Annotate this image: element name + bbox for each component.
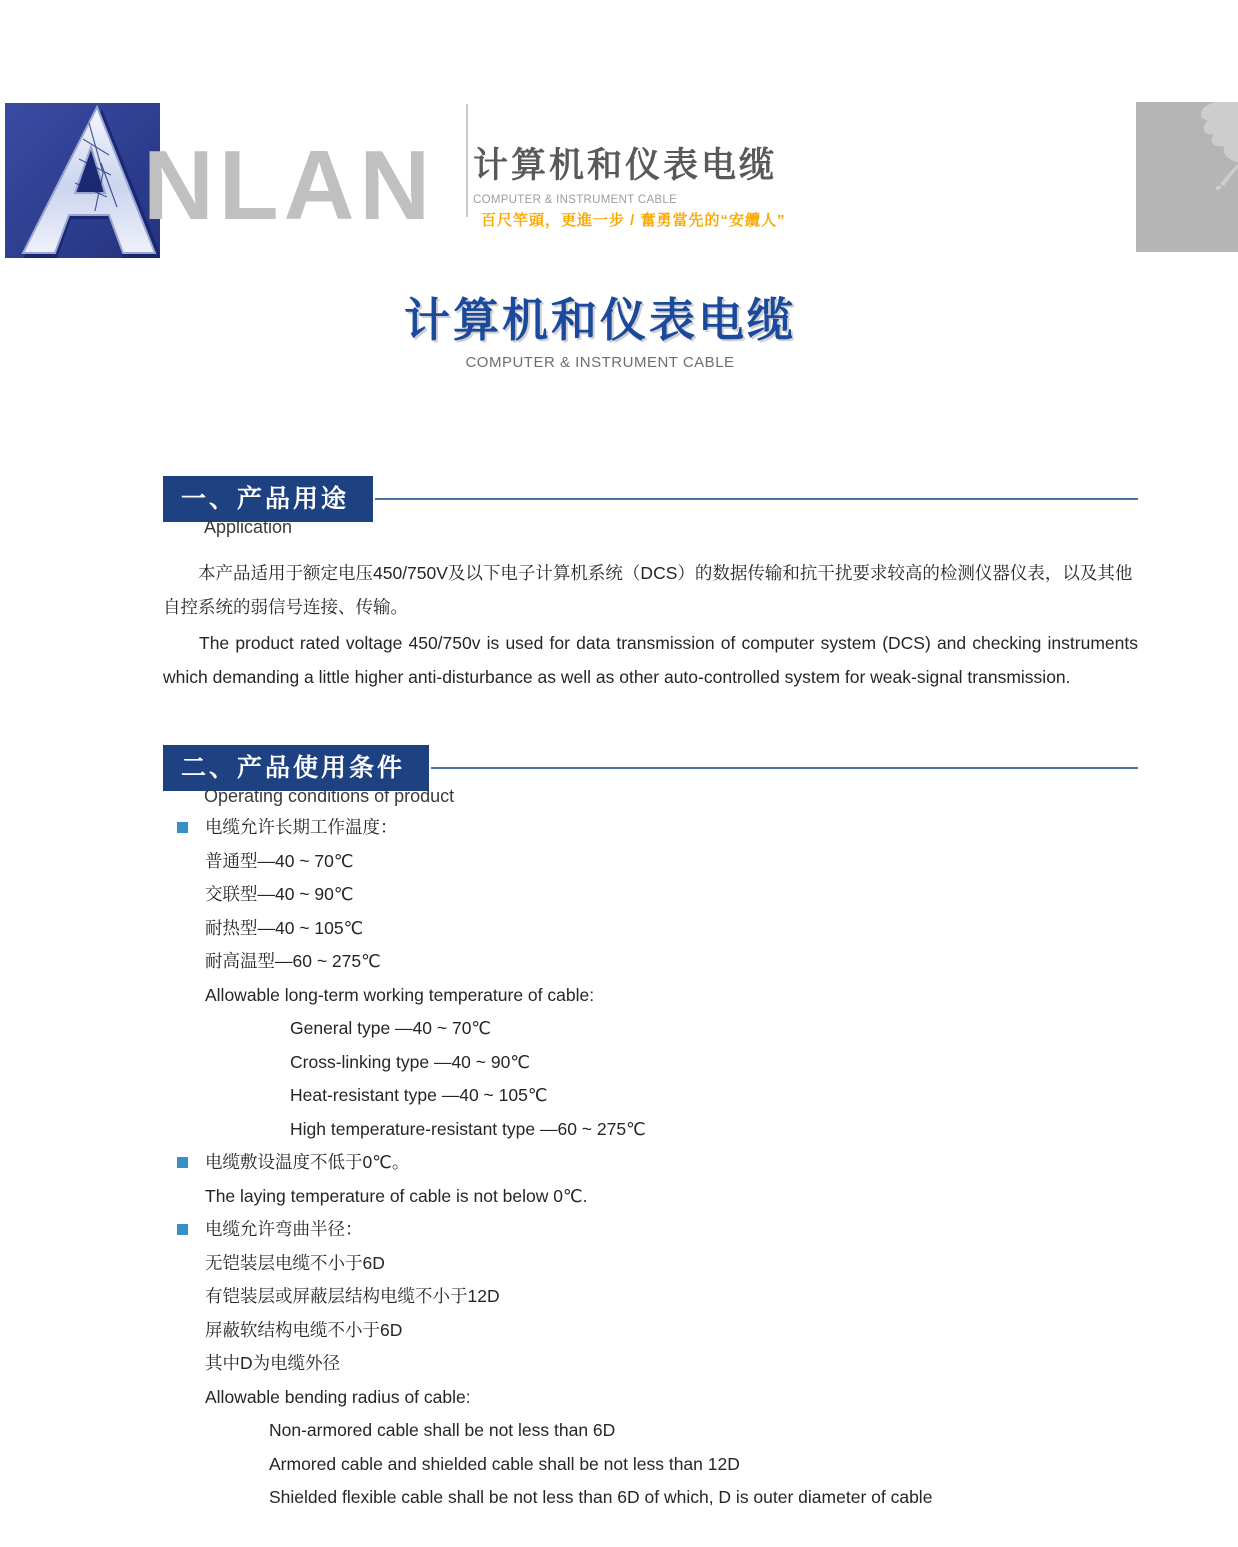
list-line: Armored cable and shielded cable shall be not less than 12D xyxy=(269,1453,740,1474)
header-title-en: COMPUTER & INSTRUMENT CABLE xyxy=(473,194,678,206)
section-1-subheading: Application xyxy=(204,517,293,537)
header-photo xyxy=(1136,102,1238,252)
list-line: General type —40 ~ 70℃ xyxy=(290,1018,492,1038)
list-line: The laying temperature of cable is not below 0℃. xyxy=(205,1185,588,1206)
list-line: 无铠装层电缆不小于6D xyxy=(205,1252,385,1273)
section-2-header xyxy=(163,745,1138,791)
list-line: 普通型—40 ~ 70℃ xyxy=(205,850,354,871)
section-2-subheading: Operating conditions of product xyxy=(204,786,455,806)
page-title: 计算机和仪表电缆 xyxy=(404,294,796,346)
list-line xyxy=(163,1146,1138,1180)
list-line: 其中D为电缆外径 xyxy=(205,1353,341,1373)
list-line: 交联型—40 ~ 90℃ xyxy=(205,884,354,904)
operating-conditions-list xyxy=(163,811,1138,1515)
list-line: High temperature-resistant type —60 ~ 275℃ xyxy=(290,1118,646,1139)
header-slogan: 百尺竿頭，更進一步 / 奮勇當先的“安纜人” xyxy=(481,212,786,229)
list-line-text: 电缆敷设温度不低于0℃。 xyxy=(205,1152,410,1172)
header-divider xyxy=(466,104,468,217)
anlan-logo-a-mark xyxy=(5,103,160,258)
page-title-block xyxy=(0,294,1200,371)
section-heading-rule xyxy=(431,767,1138,769)
section-heading-rule xyxy=(375,498,1138,500)
header-title-cn: 计算机和仪表电缆 xyxy=(473,146,778,185)
list-line: Cross-linking type —40 ~ 90℃ xyxy=(290,1051,530,1072)
list-line xyxy=(163,811,1138,845)
list-line: Shielded flexible cable shall be not less than 6D of which, D is outer diameter of cable xyxy=(269,1487,933,1507)
list-line: Allowable bending radius of cable: xyxy=(205,1386,471,1407)
list-line: Heat-resistant type —40 ~ 105℃ xyxy=(290,1085,548,1105)
section-2-heading-badge: 二、产品使用条件 xyxy=(163,745,429,791)
section-1-heading-badge: 一、产品用途 xyxy=(163,476,373,522)
list-line: 耐高温型—60 ~ 275℃ xyxy=(205,951,381,971)
list-line: 有铠装层或屏蔽层结构电缆不小于12D xyxy=(205,1286,500,1306)
page-subtitle: COMPUTER & INSTRUMENT CABLE xyxy=(465,353,735,371)
list-line: 屏蔽软结构电缆不小于6D xyxy=(205,1319,403,1340)
list-line: 耐热型—40 ~ 105℃ xyxy=(205,917,364,938)
list-line: Allowable long-term working temperature of cable: xyxy=(205,984,595,1005)
logo-text: NLAN xyxy=(143,130,436,240)
logo-a-icon xyxy=(5,103,160,258)
list-line-text: 电缆允许弯曲半径： xyxy=(205,1219,363,1239)
application-paragraph-en: The product rated voltage 450/750v is used for data transmission of computer system (DCS) and checking instruments which demanding a little higher anti-disturbance as well as other auto-controlled system for weak-signal transmission. xyxy=(163,633,1138,687)
list-line xyxy=(163,1213,1138,1247)
section-1-header xyxy=(163,476,1138,522)
application-paragraph-cn: 本产品适用于额定电压450/750V及以下电子计算机系统（DCS）的数据传输和抗干扰要求较高的检测仪器仪表，以及其他自控系统的弱信号连接、传输。 xyxy=(163,563,1133,617)
leaf-decoration-icon xyxy=(1136,102,1238,252)
bullet-square-icon xyxy=(177,1224,188,1235)
list-line-text: 电缆允许长期工作温度： xyxy=(205,817,398,837)
bullet-square-icon xyxy=(177,822,188,833)
list-line: Non-armored cable shall be not less than 6D xyxy=(269,1420,616,1440)
bullet-square-icon xyxy=(177,1157,188,1168)
